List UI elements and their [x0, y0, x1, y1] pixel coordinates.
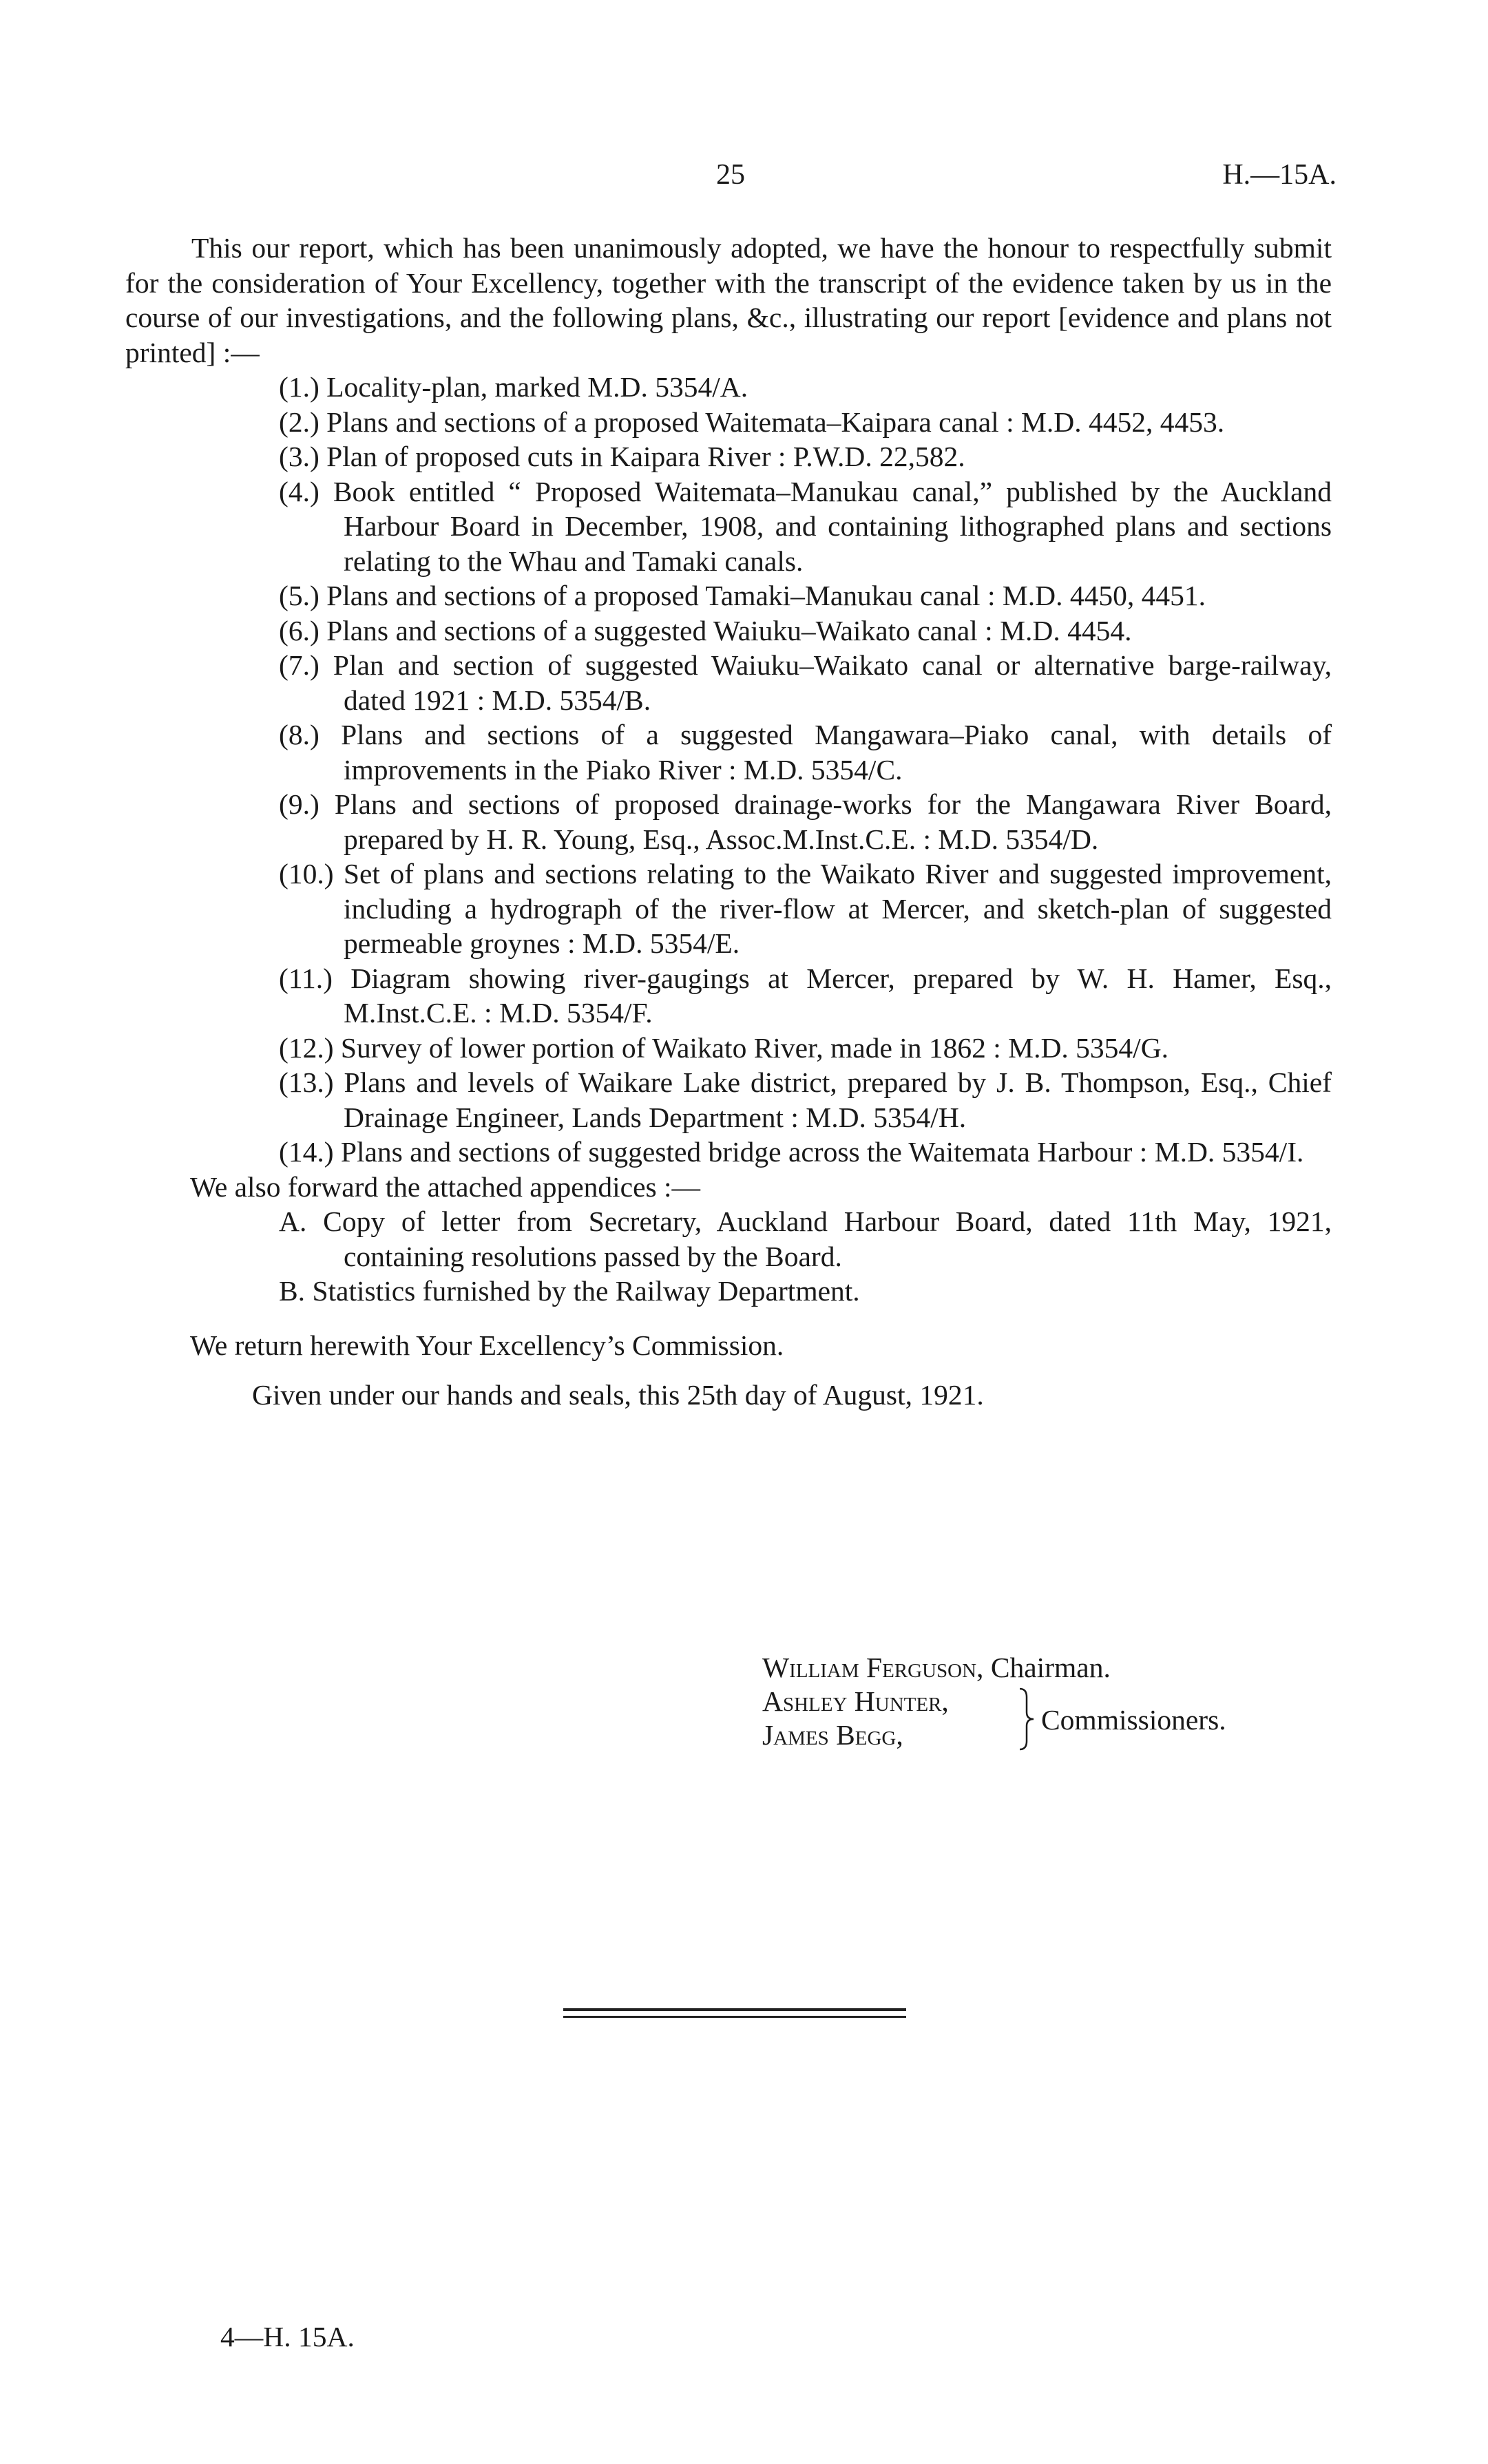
- plan-item: (7.) Plan and section of suggested Waiuku–Waikato canal or alternative barge-railway, dated 1921 : M.D. 5354/B.: [279, 649, 1332, 716]
- plan-item: (5.) Plans and sections of a proposed Tamaki–Manukau canal : M.D. 4450, 4451.: [279, 580, 1206, 611]
- appendix-item: A. Copy of letter from Secretary, Auckland Harbour Board, dated 11th May, 1921, containing resolutions passed by the Board.: [279, 1205, 1332, 1272]
- plan-item: (13.) Plans and levels of Waikare Lake district, prepared by J. B. Thompson, Esq., Chief Drainage Engineer, Lands Department : M.D. 5354/H.: [279, 1066, 1332, 1133]
- document-reference: H.—15A.: [1222, 159, 1337, 191]
- spacer: [125, 1362, 1332, 1378]
- section-divider-bottom: [563, 2016, 906, 2018]
- plan-item: (12.) Survey of lower portion of Waikato River, made in 1862 : M.D. 5354/G.: [279, 1031, 1169, 1064]
- page-header: [0, 158, 1488, 200]
- commissioner-signature: Ashley Hunter,: [762, 1685, 949, 1717]
- intro-paragraph: This our report, which has been unanimously adopted, we have the honour to respectfully submit for the consideration of Your Excellency, together with the transcript of the evidence taken by us in the course of our investigations, and the following plans, &c., illustrating our report [evidence and plans not printed] :—: [125, 232, 1332, 368]
- report-body: [125, 231, 1332, 1413]
- right-brace-icon: [1017, 1687, 1036, 1751]
- plan-item: (6.) Plans and sections of a suggested Waiuku–Waikato canal : M.D. 4454.: [279, 614, 1132, 646]
- chairman-signature: William Ferguson, Chairman.: [762, 1652, 1111, 1683]
- given-statement: Given under our hands and seals, this 25th day of August, 1921.: [252, 1379, 984, 1411]
- appendix-item: B. Statistics furnished by the Railway Department.: [279, 1275, 860, 1307]
- appendices-intro: We also forward the attached appendices :—: [190, 1170, 701, 1203]
- plan-item: (2.) Plans and sections of a proposed Waitemata–Kaipara canal : M.D. 4452, 4453.: [279, 406, 1225, 438]
- spacer: [125, 1309, 1332, 1328]
- plan-item: (3.) Plan of proposed cuts in Kaipara River : P.W.D. 22,582.: [279, 441, 965, 472]
- page-number: 25: [716, 159, 745, 191]
- plan-item: (4.) Book entitled “ Proposed Waitemata–Manukau canal,” published by the Auckland Harbour Board in December, 1908, and containing lithographed plans and sections relating to the Whau and Tamaki canals.: [279, 475, 1332, 577]
- plan-item: (10.) Set of plans and sections relating to the Waikato River and suggested improvement, including a hydrograph of the river-flow at Mercer, and sketch-plan of suggested permeable groynes : M.D. 5354/E.: [279, 858, 1332, 959]
- plan-item: (9.) Plans and sections of proposed drainage-works for the Mangawara River Board, prepared by H. R. Young, Esq., Assoc.M.Inst.C.E. : M.D. 5354/D.: [279, 788, 1332, 855]
- plan-item: (11.) Diagram showing river-gaugings at Mercer, prepared by W. H. Hamer, Esq., M.Inst.C.E. : M.D. 5354/F.: [279, 962, 1332, 1029]
- commissioners-group: [762, 1685, 1313, 1754]
- section-divider-top: [563, 2008, 906, 2011]
- footer-reference: 4—H. 15A.: [220, 2321, 355, 2352]
- signature-block: [762, 1651, 1226, 1751]
- plan-item: (14.) Plans and sections of suggested bridge across the Waitemata Harbour : M.D. 5354/I.: [279, 1136, 1304, 1168]
- return-statement: We return herewith Your Excellency’s Commission.: [190, 1329, 784, 1361]
- plan-item: (1.) Locality-plan, marked M.D. 5354/A.: [279, 371, 748, 403]
- commissioner-signature: James Begg,: [762, 1719, 903, 1751]
- plans-list: [125, 370, 1332, 1170]
- plan-item: (8.) Plans and sections of a suggested Mangawara–Piako canal, with details of improvements in the Piako River : M.D. 5354/C.: [279, 719, 1332, 786]
- commissioners-label: Commissioners.: [1041, 1704, 1226, 1736]
